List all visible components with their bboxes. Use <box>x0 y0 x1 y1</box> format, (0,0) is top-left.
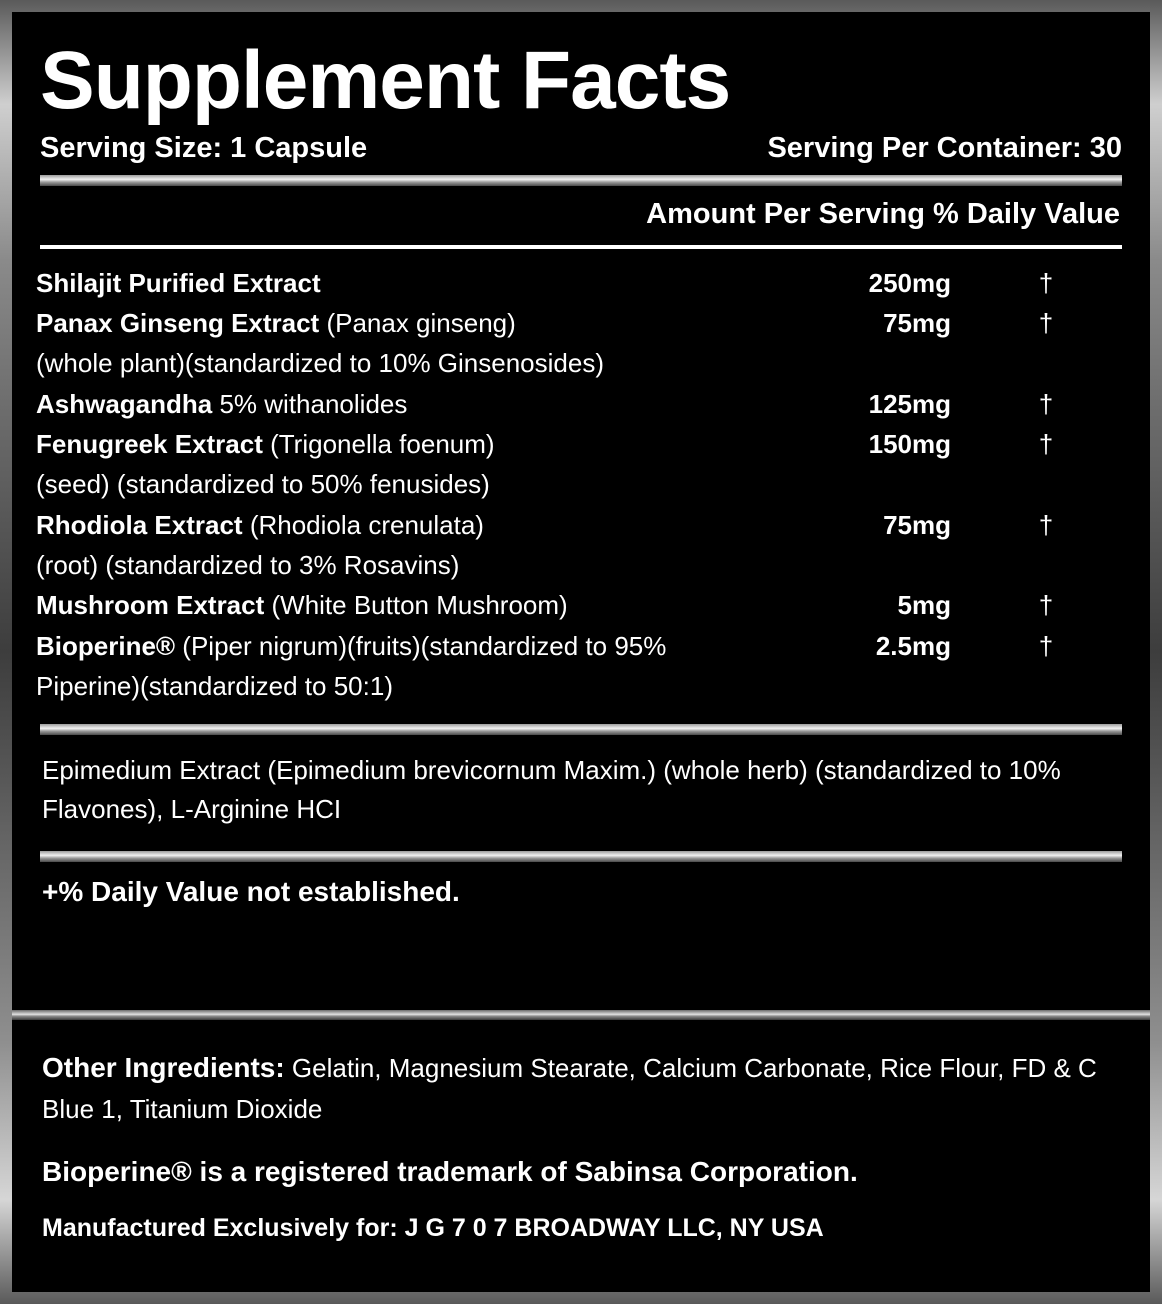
manufactured-for: Manufactured Exclusively for: J G 7 0 7 BROADWAY LLC, NY USA <box>42 1213 824 1242</box>
ingredient-name <box>36 585 736 625</box>
trademark-notice: Bioperine® is a registered trademark of Sabinsa Corporation. <box>42 1155 858 1187</box>
ingredient-amount: 75mg <box>883 509 951 540</box>
ingredient-daily-value: † <box>1038 267 1054 298</box>
ingredient-daily-value-empty <box>951 343 1141 383</box>
table-row <box>36 424 1141 464</box>
table-row <box>36 505 1141 545</box>
ingredient-daily-value: † <box>1038 590 1054 621</box>
ingredient-amount: 125mg <box>868 388 951 419</box>
ingredient-name-bold: Mushroom Extract <box>36 590 265 621</box>
ingredient-amount: 150mg <box>868 429 951 460</box>
ingredients-table-body <box>36 263 1141 706</box>
table-row <box>36 303 1141 343</box>
servings-per-container: Serving Per Container: 30 <box>767 131 1122 164</box>
ingredient-name <box>36 263 736 303</box>
ingredient-name-bold: Rhodiola Extract <box>36 509 243 540</box>
ingredient-name-rest: (Piper nigrum)(fruits)(standardized to 95% <box>175 630 667 661</box>
ingredient-amount-empty <box>736 343 951 383</box>
table-row-continuation <box>36 666 1141 706</box>
ingredient-name-bold: Panax Ginseng Extract <box>36 308 320 339</box>
ingredient-daily-value-empty <box>951 666 1141 706</box>
table-row <box>36 384 1141 424</box>
ingredient-amount: 2.5mg <box>875 630 951 661</box>
ingredient-amount: 250mg <box>868 267 951 298</box>
ingredient-amount: 5mg <box>897 590 951 621</box>
table-row <box>36 626 1141 666</box>
supplement-facts-panel <box>12 12 1150 1010</box>
panel-separator <box>12 1010 1150 1020</box>
table-row <box>36 263 1141 303</box>
ingredient-daily-value: † <box>1038 509 1054 540</box>
ingredient-continuation: (whole plant)(standardized to 10% Ginsenosides) <box>36 348 604 379</box>
footer-panel <box>12 1020 1150 1292</box>
ingredient-daily-value: † <box>1038 429 1054 460</box>
ingredient-continuation: (seed) (standardized to 50% fenusides) <box>36 469 490 500</box>
ingredient-amount: 75mg <box>883 308 951 339</box>
ingredient-amount-empty <box>736 666 951 706</box>
ingredients-table <box>36 263 1141 706</box>
ingredient-daily-value: † <box>1038 308 1054 339</box>
table-row-continuation <box>36 343 1141 383</box>
table-row-continuation <box>36 545 1141 585</box>
ingredient-name-bold: Ashwagandha <box>36 388 213 419</box>
ingredient-continuation: (root) (standardized to 3% Rosavins) <box>36 549 460 580</box>
divider-thick-middle <box>40 724 1122 735</box>
divider-thick-bottom <box>40 851 1122 862</box>
table-row <box>36 585 1141 625</box>
serving-size: Serving Size: 1 Capsule <box>40 131 368 164</box>
ingredient-name <box>36 505 736 545</box>
ingredient-name-rest: (Rhodiola crenulata) <box>242 509 484 540</box>
ingredient-name-bold: Bioperine® <box>36 630 176 661</box>
divider-thin-header <box>40 245 1122 249</box>
other-ingredients <box>36 1046 1126 1130</box>
divider-thick-top <box>40 175 1122 186</box>
ingredient-name-rest: (White Button Mushroom) <box>264 590 568 621</box>
ingredient-daily-value-empty <box>951 464 1141 504</box>
ingredient-name <box>36 626 736 666</box>
ingredient-name <box>36 303 736 343</box>
other-ingredients-value: Gelatin, Magnesium Stearate, Calcium Carbonate, Rice Flour, FD & C Blue 1, Titanium Dioxide <box>42 1053 1097 1125</box>
table-row-continuation <box>36 464 1141 504</box>
other-ingredients-label: Other Ingredients: <box>42 1052 285 1083</box>
label-inner <box>12 12 1150 1292</box>
ingredient-name-rest: (Trigonella foenum) <box>262 429 495 460</box>
ingredient-name <box>36 424 736 464</box>
ingredient-name-rest: 5% withanolides <box>212 388 408 419</box>
unlisted-ingredients: Epimedium Extract (Epimedium brevicornum Maxim.) (whole herb) (standardized to 10% Flavones), L-Arginine HCI <box>42 755 1061 825</box>
daily-value-note: +% Daily Value not established. <box>42 876 460 908</box>
ingredient-name <box>36 384 736 424</box>
ingredient-amount-empty <box>736 545 951 585</box>
ingredient-name-bold: Fenugreek Extract <box>36 429 263 460</box>
page-title: Supplement Facts <box>40 35 731 126</box>
ingredient-name-bold: Shilajit Purified Extract <box>36 267 321 298</box>
ingredient-daily-value: † <box>1038 630 1054 661</box>
ingredient-name-rest: (Panax ginseng) <box>319 308 516 339</box>
ingredient-amount-empty <box>736 464 951 504</box>
ingredient-continuation: Piperine)(standardized to 50:1) <box>36 670 393 701</box>
ingredient-daily-value: † <box>1038 388 1054 419</box>
ingredient-daily-value-empty <box>951 545 1141 585</box>
amount-per-serving-header: Amount Per Serving % Daily Value <box>646 197 1120 230</box>
serving-info-row <box>40 132 1122 165</box>
